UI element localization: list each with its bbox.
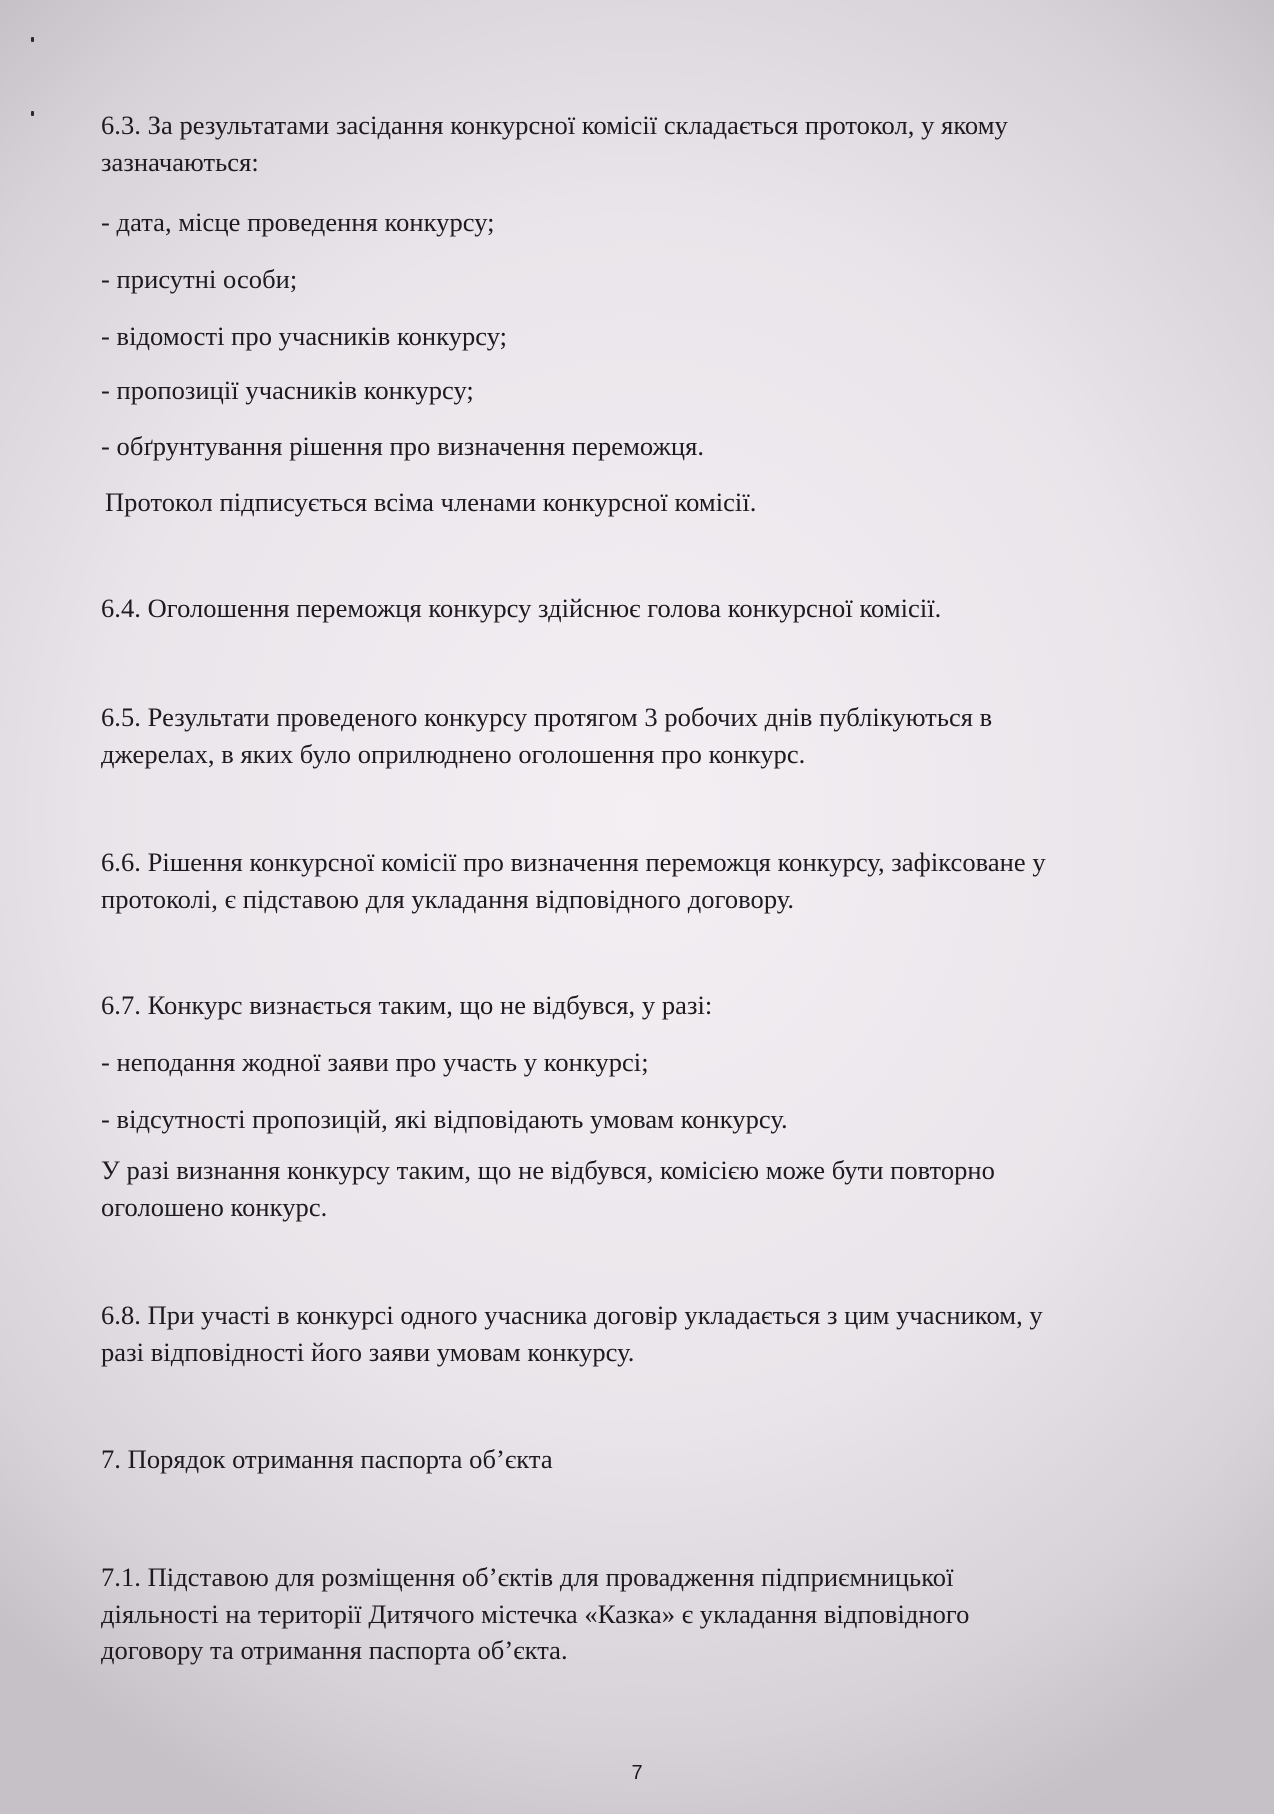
text-line: 6.8. При участі в конкурсі одного учасника договір укладається з цим учасником, у	[101, 1300, 1043, 1330]
punch-mark-bottom	[31, 111, 34, 116]
text-line: - відсутності пропозицій, які відповідають умовам конкурсу.	[101, 1104, 788, 1134]
text-line: 6.5. Результати проведеного конкурсу протягом 3 робочих днів публікуються в	[101, 702, 993, 732]
text-line: 6.7. Конкурс визнається таким, що не відбувся, у разі:	[101, 990, 713, 1020]
text-line: 6.3. За результатами засідання конкурсної комісії складається протокол, у якому	[101, 110, 1008, 140]
text-line: 7. Порядок отримання паспорта об’єкта	[101, 1444, 553, 1474]
text-line: У разі визнання конкурсу таким, що не відбувся, комісією може бути повторно	[101, 1155, 995, 1185]
text-line: джерелах, в яких було оприлюднено оголошення про конкурс.	[101, 739, 806, 769]
text-line: 7.1. Підставою для розміщення об’єктів для провадження підприємницької	[101, 1562, 954, 1592]
text-line: зазначаються:	[101, 147, 259, 177]
text-line: - пропозиції учасників конкурсу;	[101, 375, 474, 405]
text-line: - дата, місце проведення конкурсу;	[101, 207, 495, 237]
text-line: діяльності на території Дитячого містечка «Казка» є укладання відповідного	[101, 1599, 970, 1629]
text-line: - присутні особи;	[101, 264, 298, 294]
text-line: 6.6. Рішення конкурсної комісії про визначення переможця конкурсу, зафіксоване у	[101, 847, 1046, 877]
text-line: - обґрунтування рішення про визначення переможця.	[101, 431, 705, 461]
text-line: оголошено конкурс.	[101, 1192, 328, 1222]
text-line: договору та отримання паспорта об’єкта.	[101, 1635, 568, 1665]
text-line: протоколі, є підставою для укладання відповідного договору.	[101, 884, 795, 914]
punch-mark-top	[31, 37, 34, 42]
text-line: 6.4. Оголошення переможця конкурсу здійснює голова конкурсної комісії.	[101, 593, 942, 623]
text-line: - відомості про учасників конкурсу;	[101, 321, 508, 351]
text-line: разі відповідності його заяви умовам конкурсу.	[101, 1337, 635, 1367]
text-line: Протокол підписується всіма членами конкурсної комісії.	[105, 487, 757, 517]
text-line: - неподання жодної заяви про участь у конкурсі;	[101, 1047, 649, 1077]
page-number: 7	[631, 1762, 643, 1784]
